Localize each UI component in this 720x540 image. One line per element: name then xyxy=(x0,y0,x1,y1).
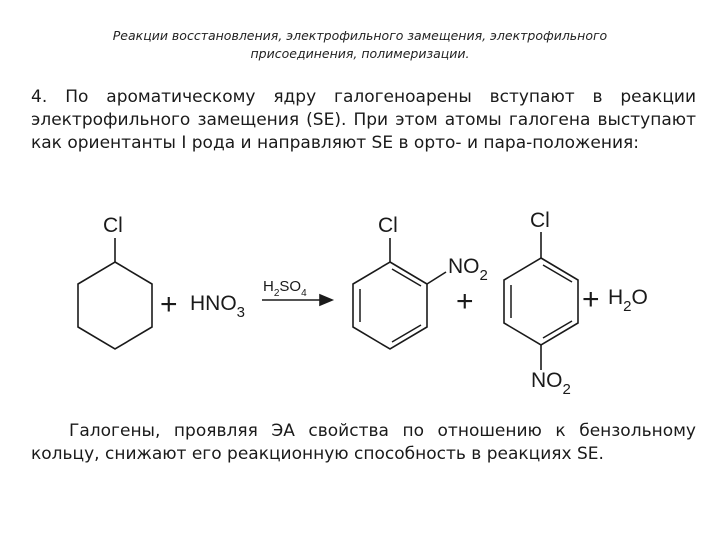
water-formula xyxy=(608,286,648,315)
catalyst-formula xyxy=(263,278,307,299)
benzene-ring-reactant xyxy=(78,262,152,349)
catalyst-sub-4: 4 xyxy=(301,288,307,299)
paragraph-1-text: По ароматическому ядру галогеноарены вступают в реакции электрофильного замещения (SE). При этом атомы галогена выступают как ориентанты I рода и направляют SE в орто- и пара-положения: xyxy=(31,87,696,153)
header-line-1: Реакции восстановления, электрофильного замещения, электрофильного xyxy=(112,28,608,43)
catalyst-so: SO xyxy=(279,278,302,295)
paragraph-halogen-effect: Галогены, проявляя ЭА свойства по отношению к бензольному кольцу, снижают его реакционную способность в реакциях SE. xyxy=(31,421,696,464)
product-ortho-nitrochlorobenzene xyxy=(353,214,488,349)
catalyst-sub-2: 2 xyxy=(273,288,280,299)
chlorine-label-reactant: Cl xyxy=(103,214,123,237)
item-number: 4. xyxy=(31,87,48,107)
reaction-arrow xyxy=(262,295,332,305)
catalyst-h: H xyxy=(263,278,274,295)
plus-sign-3: + xyxy=(582,283,600,316)
nitro-group-para xyxy=(531,369,571,398)
chlorine-label-para: Cl xyxy=(530,209,550,232)
water-o: O xyxy=(631,286,648,309)
plus-sign-2: + xyxy=(456,285,474,318)
nitric-acid-main: HNO xyxy=(190,292,237,315)
bond-no2-ortho xyxy=(427,272,446,284)
nitric-acid-subscript: 3 xyxy=(236,304,246,321)
product-para-nitrochlorobenzene xyxy=(504,209,578,398)
nitric-acid-formula xyxy=(190,292,245,321)
plus-sign-1: + xyxy=(160,288,178,321)
benzene-ring-ortho xyxy=(353,262,427,349)
nitro-main-ortho: NO xyxy=(448,255,480,278)
paragraph-ortho-para xyxy=(31,86,696,155)
nitro-group-ortho xyxy=(448,255,488,284)
water-sub: 2 xyxy=(623,298,632,315)
nitro-sub-ortho: 2 xyxy=(479,267,488,284)
benzene-ring-para xyxy=(504,258,578,345)
nitro-main-para: NO xyxy=(531,369,563,392)
water-h: H xyxy=(608,286,624,309)
nitro-sub-para: 2 xyxy=(562,381,571,398)
reactant-chlorobenzene xyxy=(78,214,152,349)
header-line-2: присоединения, полимеризации. xyxy=(250,46,470,61)
chlorine-label-ortho: Cl xyxy=(378,214,398,237)
reaction-scheme xyxy=(0,200,720,410)
page-header xyxy=(80,27,640,63)
